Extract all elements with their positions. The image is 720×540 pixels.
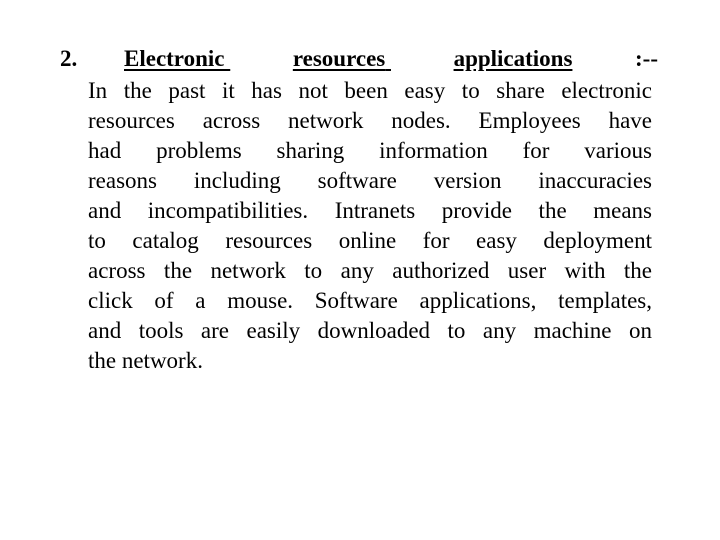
- heading-word-electronic: Electronic: [124, 46, 225, 71]
- body-line: the network.: [88, 348, 203, 373]
- body-line: and tools are easily downloaded to any machine on: [88, 318, 652, 343]
- body-line: reasons including software version inaccuracies: [88, 168, 652, 193]
- item-heading: [124, 44, 658, 74]
- heading-suffix: :--: [635, 46, 658, 71]
- heading-word-resources: resources: [292, 46, 386, 71]
- body-line: across the network to any authorized user with the: [88, 258, 652, 283]
- body-line: and incompatibilities. Intranets provide the means: [88, 198, 652, 223]
- body-line: to catalog resources online for easy deployment: [88, 228, 652, 253]
- body-line: resources across network nodes. Employees have: [88, 108, 652, 133]
- body-line: In the past it has not been easy to share electronic: [88, 78, 652, 103]
- body-line: click of a mouse. Software applications, templates,: [88, 288, 652, 313]
- body-line: had problems sharing information for various: [88, 138, 652, 163]
- heading-word-applications: applications: [453, 46, 573, 71]
- item-number: 2.: [60, 46, 78, 71]
- body-paragraph: [88, 76, 652, 376]
